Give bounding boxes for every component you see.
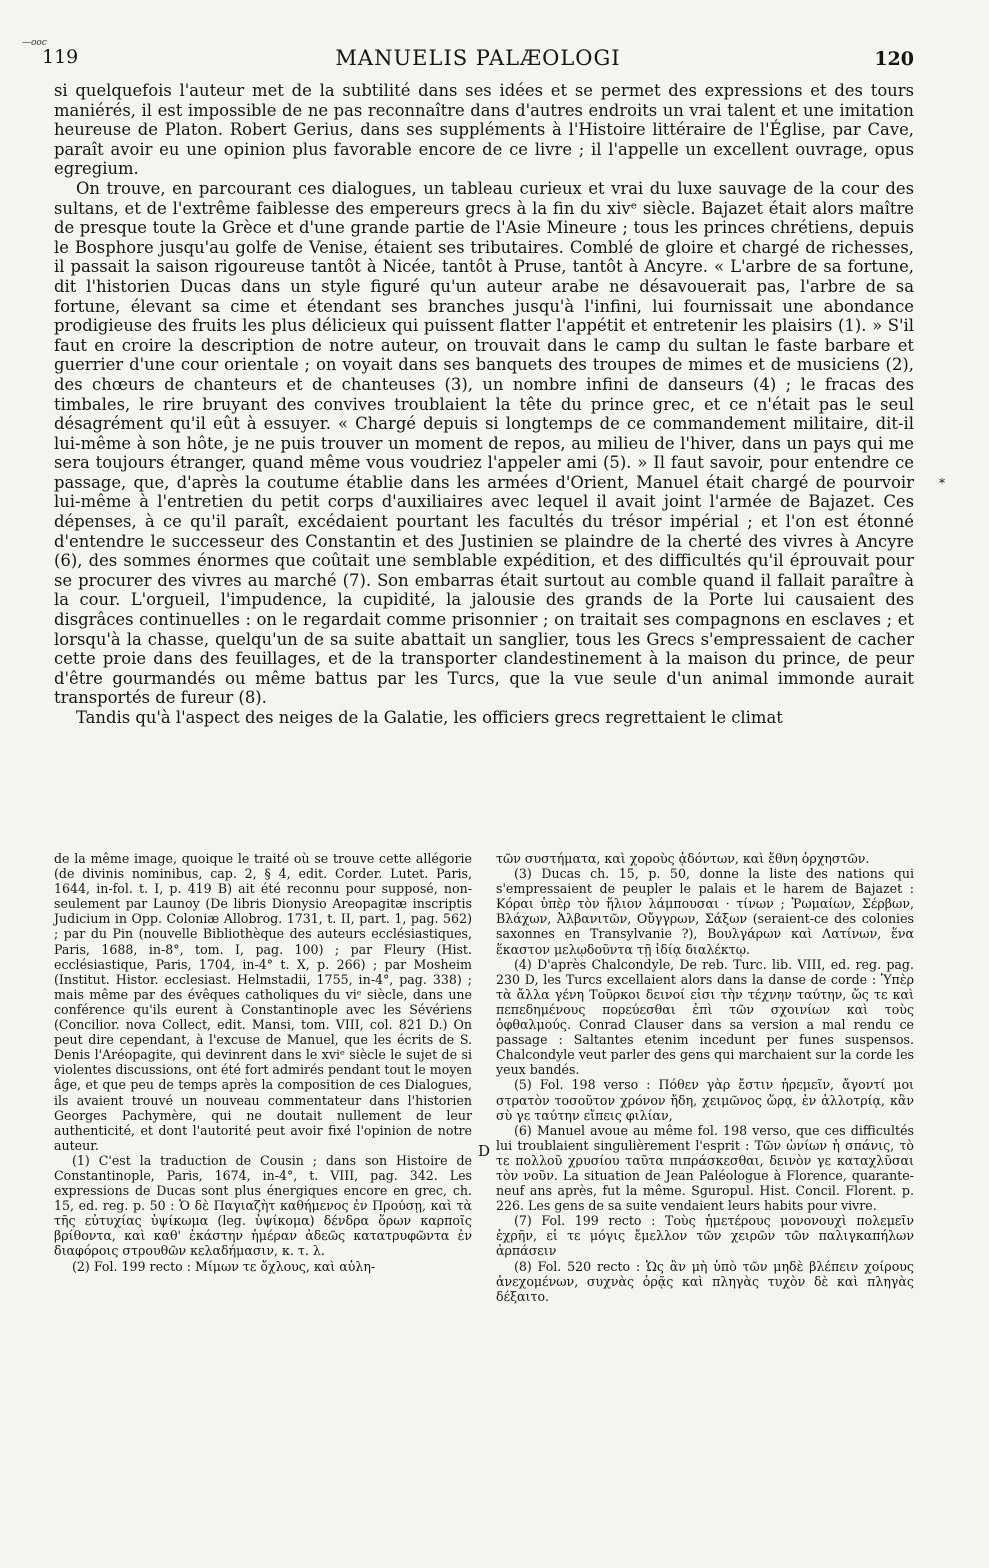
footnote-8: (8) Fol. 520 recto : Ὡς ἂν μὴ ὑπὸ τῶν μηδὲ βλέπειν χοίρους ἀνεχομένων, συχνὰς ὀρᾷς καὶ πληγὰς τυχὸν δὲ καὶ πληγὰς δέξαιτο. [496,1258,914,1304]
corner-scrap: —ooc [22,38,47,48]
footnote-continuation: de la même image, quoique le traité où se trouve cette allégorie (de divinis nominibus, cap. 2, § 4, edit. Corder. Lutet. Paris, 1644, in-fol. t. I, p. 419 B) ait été reconnu pour supposé, non-seulement par Launoy (De libris Dionysio Areopagitæ inscriptis Judicium in Opp. Coloniæ Allobrog. 1731, t. II, part. 1, pag. 562) ; par du Pin (nouvelle Bibliothèque des auteurs ecclésiastiques, Paris, 1688, in-8°, tom. I, pag. 100) ; par Fleury (Hist. ecclésiastique, Paris, 1704, in-4° t. X, p. 266) ; par Mosheim (Institut. Histor. ecclesiast. Helmstadii, 1755, in-4°, pag. 338) ; mais même par des évêques catholiques du viᵉ siècle, dans une conférence qu'ils eurent à Constantinople avec les Sévériens (Concilior. nova Collect, edit. Mansi, tom. VIII, col. 821 D.) On peut dire cependant, à l'excuse de Manuel, que les écrits de S. Denis l'Aréopagite, qui devinrent dans le xviᵉ siècle le sujet de si violentes discussions, ont été fort admirés pendant tout le moyen âge, et que peu de temps après la composition de ces Dialogues, ils avaient trouvé un nouveau commentateur dans l'historien Georges Pachymère, qui ne doutait nullement de leur authenticité, et dont l'autorité peut avoir fixé l'opinion de notre auteur. [54,851,472,1153]
paragraph-2: On trouve, en parcourant ces dialogues, un tableau curieux et vrai du luxe sauvage de la cour des sultans, et de l'extrême faiblesse des empereurs grecs à la fin du xivᵉ siècle. Bajazet était alors maître de presque toute la Grèce et d'une grande partie de l'Asie Mineure ; tous les princes chrétiens, depuis le Bosphore jusqu'au golfe de Venise, étaient ses tributaires. Comblé de gloire et chargé de richesses, il passait la saison rigoureuse tantôt à Nicée, tantôt à Pruse, tantôt à Ancyre. « L'arbre de sa fortune, dit l'historien Ducas dans un style figuré qu'un auteur arabe ne désavouerait pas, l'arbre de sa fortune, élevant sa cime et étendant ses branches jusqu'à l'infini, lui fournissait une abondance prodigieuse des fruits les plus délicieux qui puissent flatter l'appétit et entretenir les plaisirs (1). » S'il faut en croire la description de notre auteur, on trouvait dans le camp du sultan le faste barbare et guerrier d'une cour orientale ; on voyait dans ses banquets des troupes de mimes et de musiciens (2), des chœurs de chanteurs et de chanteuses (3), un nombre infini de danseurs (4) ; le fracas des timbales, le rire bruyant des convives troublaient la tête du prince grec, et ce n'était pas le seul désagrément qu'il eût à essuyer. « Chargé depuis si longtemps de ce commandement militaire, dit-il lui-même à son hôte, je ne puis trouver un moment de repos, au milieu de l'hiver, dans un pays qui me sera toujours étranger, quand même vous voudriez l'appeler ami (5). » Il faut savoir, pour entendre ce passage, que, d'après la coutume établie dans les armées d'Orient, Manuel était chargé de pourvoir lui-même à l'entretien du petit corps d'auxiliaires avec lequel il avait joint l'armée de Bajazet. Ces dépenses, à ce qu'il paraît, excédaient pourtant les facultés du trésor impérial ; et l'on est étonné d'entendre le successeur des Constantin et des Justinien se plaindre de la cherté des vivres à Ancyre (6), des sommes énormes que coûtait une semblable expédition, et des difficultés qu'il éprouvait pour se procurer des vivres au marché (7). Son embarras était surtout au comble quand il fallait paraître à la cour. L'orgueil, l'impudence, la cupidité, la jalousie des grands de la Porte lui causaient des disgrâces continuelles : on le regardait comme prisonnier ; on traitait ses compagnons en esclaves ; et lorsqu'à la chasse, quelqu'un de sa suite abattait un sanglier, tous les Grecs s'empressaient de cacher cette proie dans des feuillages, et de la transporter clandestinement à la maison du prince, de peur d'être gourmandés ou même battus par les Turcs, que la vue seule d'un animal immonde aurait transportés de fureur (8). [54,178,914,708]
left-page-number: 119 [42,46,79,68]
paragraph-1: si quelquefois l'auteur met de la subtilité dans ses idées et se permet des expressions et des tours maniérés, il est impossible de ne pas reconnaître dans d'autres endroits un vrai talent et une imitation heureuse de Platon. Robert Gerius, dans ses suppléments à l'Histoire littéraire de l'Église, par Cave, paraît avoir eu une opinion plus favorable encore de ce livre ; il l'appelle un excellent ouvrage, opus egregium. [54,81,914,179]
right-page-number: 120 [874,48,914,70]
footnote-3: (3) Ducas ch. 15, p. 50, donne la liste des nations qui s'empressaient de peupler le palais et le harem de Bajazet : Κόραι ὑπὲρ τὸν ἥλιον λάμπουσαι · τίνων ; Ῥωμαίων, Σέρβων, Βλάχων, Ἀλβανιτῶν, Οὔγγρων, Σάξων (seraient-ce des colonies saxonnes en Transylvanie ?), Βουλγάρων καὶ Λατίνων, ἕνα ἕκαστον μελῳδοῦντα τῇ ἰδίᾳ διαλέκτῳ. [496,866,914,957]
paragraph-3: Tandis qu'à l'aspect des neiges de la Galatie, les officiers grecs regrettaient le climat [76,708,783,727]
footnote-5: (5) Fol. 198 verso : Πόθεν γὰρ ἔστιν ἠρεμεῖν, ἄγοντί μοι στρατὸν τοσοῦτον χρόνον ἤδη, χειμῶνος ὥρᾳ, ἐν ἀλλοτρίᾳ, κἂν σὺ γε ταύτην εἴπεις φιλίαν, [496,1077,914,1123]
running-title: MANUELIS PALÆOLOGI [335,46,621,70]
running-header [42,46,914,72]
footnote-4: (4) D'après Chalcondyle, De reb. Turc. lib. VIII, ed. reg. pag. 230 D, les Turcs excellaient alors dans la danse de corde : Ὑπὲρ τὰ ἄλλα γένη Τοῦρκοι δεινοί εἰσι τὴν τέχνην ταύτην, ὥς τε καὶ πεπεδημένους πορεύεσθαι ἐπὶ τῶν σχοινίων καὶ τοὺς ὀφθαλμούς. Conrad Clauser dans sa version a mal rendu ce passage : Saltantes etenim incedunt per funes suspensos. Chalcondyle veut parler des gens qui marchaient sur la corde les yeux bandés. [496,956,914,1078]
footnote-1: (1) C'est la traduction de Cousin ; dans son Histoire de Constantinople, Paris, 1674, in-4°, t. VIII, pag. 342. Les expressions de Ducas sont plus énergiques encore en grec, ch. 15, ed. reg. p. 50 : Ὁ δὲ Παγιαζὴτ καθήμενος ἐν Προύσῃ, καὶ τὰ τῆς εὐτυχίας ὑψίκωμα (leg. ὑψίκομα) δένδρα ὅρων καρποῖς βρίθοντα, καὶ καθ' ἑκάστην ἡμέραν ἀδεῶς κατατρυφῶντα ἐν διαφόροις στρουθῶν κελαδήμασιν, κ. τ. λ. [54,1152,472,1259]
margin-letter-d: D [478,1142,491,1160]
footnotes-left-column [54,851,472,1274]
footnote-2-continuation: τῶν συστήματα, καὶ χοροὺς ᾀδόντων, καὶ ἔθνη ὀρχηστῶν. [496,851,870,866]
margin-star-mark: * [939,476,945,490]
footnote-6: (6) Manuel avoue au même fol. 198 verso, que ces difficultés lui troublaient singulièrement l'esprit : Τῶν ὠνίων ἡ σπάνις, τὸ τε πολλοῦ χρυσίου ταῦτα πιπράσκεσθαι, δεινὸν γε καταχλῦσαι τὸν νοῦν. La situation de Jean Paléologue à Florence, quarante-neuf ans après, fut la même. Sguropul. Hist. Concil. Florent. p. 226. Les gens de sa suite vendaient leurs habits pour vivre. [496,1122,914,1214]
footnote-7: (7) Fol. 199 recto : Τοὺς ἡμετέρους μονονουχὶ πολεμεῖν ἐχρῆν, εἰ τε μόγις ἔμελλον τῶν χειρῶν τῶν παλιγκαπήλων ἁρπάσειν [496,1213,914,1259]
footnote-2: (2) Fol. 199 recto : Μίμων τε ὄχλους, καὶ αὐλη- [72,1258,376,1274]
main-text [54,81,914,728]
footnotes-right-column [496,851,914,1304]
